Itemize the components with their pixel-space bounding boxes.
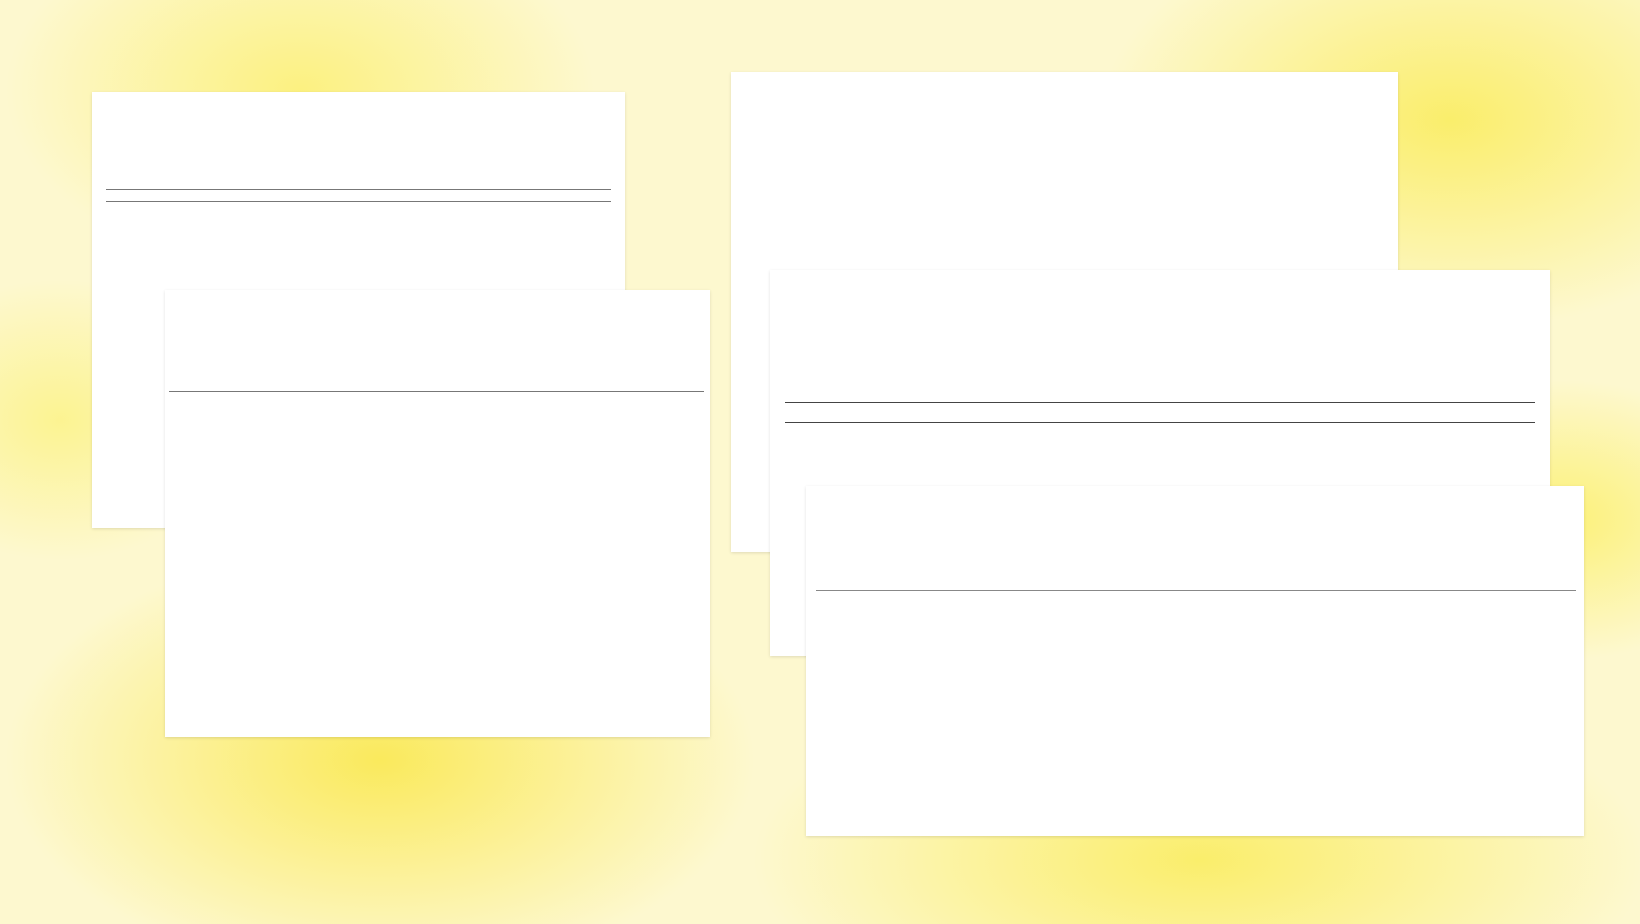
bills-rule-head: [785, 422, 1535, 423]
bills-rule-top: [785, 402, 1535, 403]
ap-ageing-report: [806, 486, 1584, 836]
ap-header-row: [816, 564, 1576, 577]
ap-rule-head: [816, 590, 1576, 591]
tb-rule-top: [106, 189, 611, 190]
inventory-valuation-report: [165, 290, 710, 737]
tb-rule-head: [106, 201, 611, 202]
inv-header-row: [169, 371, 704, 392]
